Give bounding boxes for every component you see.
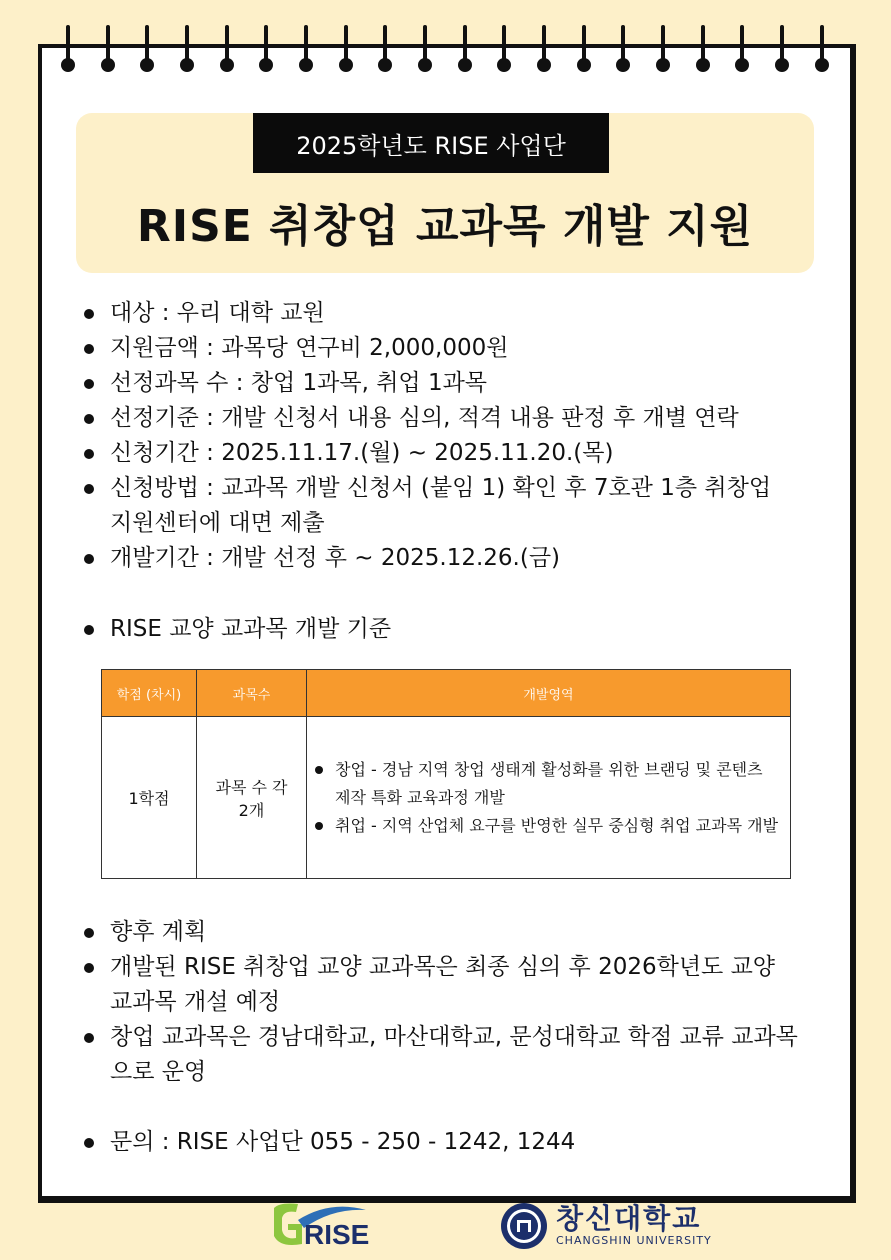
info-item-funding: 지원금액 : 과목당 연구비 2,000,000원 xyxy=(80,331,800,366)
binding-ring xyxy=(377,25,393,77)
binding-ring xyxy=(417,25,433,77)
plan-list xyxy=(80,915,800,1090)
year-badge: 2025학년도 RISE 사업단 xyxy=(253,113,609,173)
info-item-course-count: 선정과목 수 : 창업 1과목, 취업 1과목 xyxy=(80,366,800,401)
binding-ring xyxy=(496,25,512,77)
binding-ring xyxy=(774,25,790,77)
criteria-heading-list xyxy=(80,612,800,647)
column-header-count: 과목수 xyxy=(197,670,307,717)
info-item-target: 대상 : 우리 대학 교원 xyxy=(80,296,800,331)
area-item-employment: 취업 - 지역 산업체 요구를 반영한 실무 중심형 취업 교과목 개발 xyxy=(313,812,782,840)
binding-ring xyxy=(139,25,155,77)
changshin-logo xyxy=(500,1202,712,1250)
svg-text:RISE: RISE xyxy=(304,1219,370,1250)
table-row xyxy=(102,717,791,879)
spiral-binding xyxy=(60,25,830,77)
plan-heading: 향후 계획 xyxy=(80,915,800,950)
binding-ring xyxy=(814,25,830,77)
cell-areas xyxy=(307,717,791,879)
university-seal-icon xyxy=(500,1202,548,1250)
binding-ring xyxy=(615,25,631,77)
rise-center-logo xyxy=(270,1200,370,1252)
page-title: RISE 취창업 교과목 개발 지원 xyxy=(136,201,754,252)
plan-item-credit-exchange: 창업 교과목은 경남대학교, 마산대학교, 문성대학교 학점 교류 교과목으로 운영 xyxy=(80,1020,800,1090)
binding-ring xyxy=(576,25,592,77)
binding-ring xyxy=(100,25,116,77)
criteria-heading: RISE 교양 교과목 개발 기준 xyxy=(80,612,800,647)
contact-info: 문의 : RISE 사업단 055 - 250 - 1242, 1244 xyxy=(80,1125,800,1160)
column-header-credit: 학점 (차시) xyxy=(102,670,197,717)
cell-credit: 1학점 xyxy=(102,717,197,879)
binding-ring xyxy=(695,25,711,77)
binding-ring xyxy=(655,25,671,77)
university-name: 창신대학교 xyxy=(556,1202,702,1235)
info-item-method: 신청방법 : 교과목 개발 신청서 (붙임 1) 확인 후 7호관 1층 취창업 지원센터에 대면 제출 xyxy=(80,471,800,541)
binding-ring xyxy=(536,25,552,77)
area-list xyxy=(313,756,782,840)
contact-list xyxy=(80,1125,800,1160)
binding-ring xyxy=(457,25,473,77)
info-list xyxy=(80,296,800,576)
area-item-startup: 창업 - 경남 지역 창업 생태계 활성화를 위한 브랜딩 및 콘텐츠 제작 특화 교육과정 개발 xyxy=(313,756,782,812)
info-item-period: 신청기간 : 2025.11.17.(월) ~ 2025.11.20.(목) xyxy=(80,436,800,471)
table-header-row xyxy=(102,670,791,717)
binding-ring xyxy=(258,25,274,77)
binding-ring xyxy=(219,25,235,77)
binding-ring xyxy=(298,25,314,77)
university-eng-name: CHANGSHIN UNIVERSITY xyxy=(556,1234,712,1247)
binding-ring xyxy=(60,25,76,77)
info-item-criteria: 선정기준 : 개발 신청서 내용 심의, 적격 내용 판정 후 개별 연락 xyxy=(80,401,800,436)
info-item-dev-period: 개발기간 : 개발 선정 후 ~ 2025.12.26.(금) xyxy=(80,541,800,576)
criteria-table xyxy=(101,669,791,879)
binding-ring xyxy=(734,25,750,77)
plan-item-course-opening: 개발된 RISE 취창업 교양 교과목은 최종 심의 후 2026학년도 교양 교과목 개설 예정 xyxy=(80,950,800,1020)
binding-ring xyxy=(179,25,195,77)
column-header-area: 개발영역 xyxy=(307,670,791,717)
cell-count: 과목 수 각 2개 xyxy=(197,717,307,879)
binding-ring xyxy=(338,25,354,77)
